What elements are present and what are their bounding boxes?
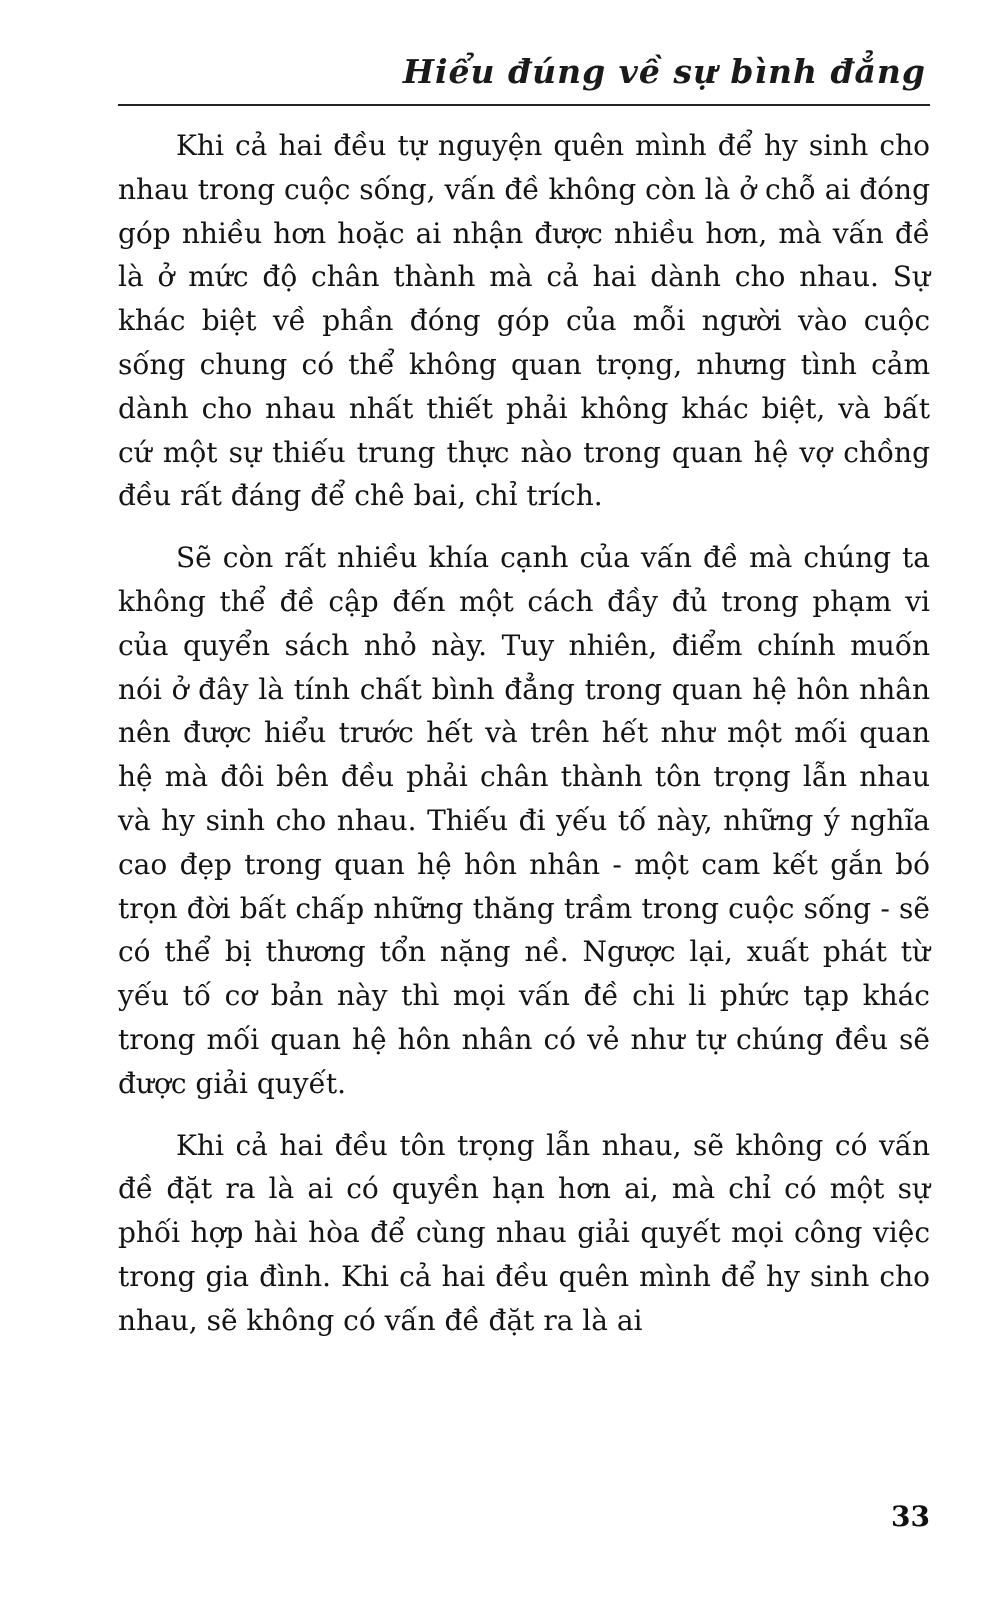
body-text [118, 124, 930, 1361]
page-number: 33 [891, 1500, 930, 1533]
paragraph-3: Khi cả hai đều tôn trọng lẫn nhau, sẽ không có vấn đề đặt ra là ai có quyền hạn hơn ai, mà chỉ có một sự phối hợp hài hòa để cùng nhau giải quyết mọi công việc trong gia đình. Khi cả hai đều quên mình để hy sinh cho nhau, sẽ không có vấn đề đặt ra là ai [118, 1128, 930, 1337]
paragraph-1: Khi cả hai đều tự nguyện quên mình để hy sinh cho nhau trong cuộc sống, vấn đề không còn là ở chỗ ai đóng góp nhiều hơn hoặc ai nhận được nhiều hơn, mà vấn đề là ở mức độ chân thành mà cả hai dành cho nhau. Sự khác biệt về phần đóng góp của mỗi người vào cuộc sống chung có thể không quan trọng, nhưng tình cảm dành cho nhau nhất thiết phải không khác biệt, và bất cứ một sự thiếu trung thực nào trong quan hệ vợ chồng đều rất đáng để chê bai, chỉ trích. [118, 129, 930, 513]
page-header [118, 50, 930, 106]
paragraph-2: Sẽ còn rất nhiều khía cạnh của vấn đề mà chúng ta không thể đề cập đến một cách đầy đủ trong phạm vi của quyển sách nhỏ này. Tuy nhiên, điểm chính muốn nói ở đây là tính chất bình đẳng trong quan hệ hôn nhân nên được hiểu trước hết và trên hết như một mối quan hệ mà đôi bên đều phải chân thành tôn trọng lẫn nhau và hy sinh cho nhau. Thiếu đi yếu tố này, những ý nghĩa cao đẹp trong quan hệ hôn nhân - một cam kết gắn bó trọn đời bất chấp những thăng trầm trong cuộc sống - sẽ có thể bị thương tổn nặng nề. Ngược lại, xuất phát từ yếu tố cơ bản này thì mọi vấn đề chi li phức tạp khác trong mối quan hệ hôn nhân có vẻ như tự chúng đều sẽ được giải quyết. [118, 541, 930, 1100]
running-title: Hiểu đúng về sự bình đẳng [402, 52, 926, 91]
